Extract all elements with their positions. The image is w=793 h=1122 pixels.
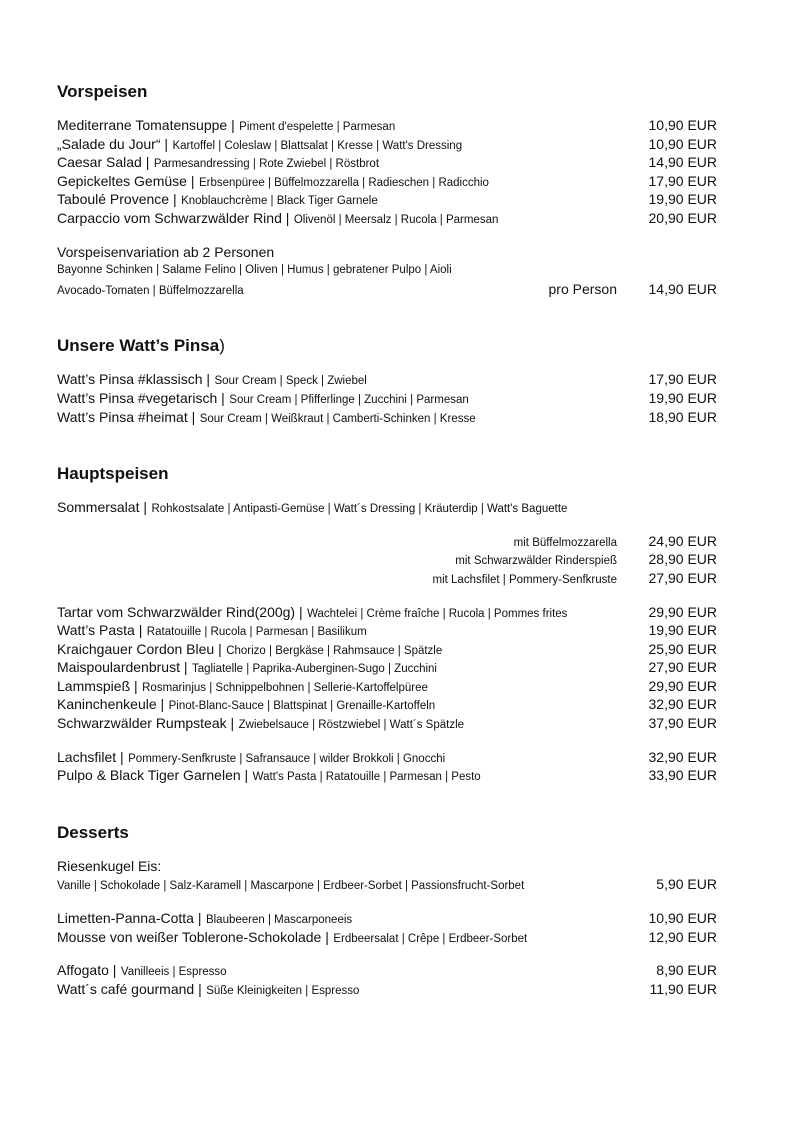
section-title: Desserts: [57, 822, 129, 842]
item-description: Wachtelei | Crème fraîche | Rucola | Pommes frites: [307, 607, 568, 620]
item-description: Pommery-Senfkruste | Safransauce | wilder Brokkoli | Gnocchi: [128, 752, 446, 765]
variation-title: Vorspeisenvariation ab 2 Personen: [57, 243, 275, 260]
menu-item: [57, 209, 717, 228]
menu-option: [57, 550, 717, 569]
option-label: mit Büffelmozzarella: [513, 536, 617, 549]
option-label: mit Lachsfilet | Pommery-Senfkruste: [432, 573, 617, 586]
menu-item: [57, 658, 717, 677]
item-price: 19,90 EUR: [648, 622, 717, 639]
item-description: Süße Kleinigkeiten | Espresso: [206, 984, 360, 997]
menu-item: [57, 116, 717, 135]
item-price: 25,90 EUR: [648, 640, 717, 657]
item-description: Kartoffel | Coleslaw | Blattsalat | Kresse | Watt's Dressing: [172, 139, 463, 152]
item-price: 20,90 EUR: [648, 209, 717, 226]
item-description: Sour Cream | Weißkraut | Camberti-Schinken | Kresse: [199, 412, 476, 425]
menu-list: [57, 116, 717, 298]
menu-item: [57, 498, 717, 517]
item-price: 19,90 EUR: [648, 191, 717, 208]
section-title: [57, 334, 717, 358]
menu-item: [57, 714, 717, 733]
menu-item: [57, 677, 717, 696]
menu-page: [57, 80, 717, 998]
menu-item: [57, 909, 717, 928]
item-description: Pinot-Blanc-Sauce | Blattspinat | Grenaille-Kartoffeln: [168, 700, 436, 713]
item-name: Gepickeltes Gemüse |: [57, 172, 195, 189]
section-desserts: [57, 821, 717, 999]
item-price: 14,90 EUR: [648, 280, 717, 297]
menu-list: [57, 370, 717, 426]
item-name: Schwarzwälder Rumpsteak |: [57, 715, 235, 732]
item-description: Sour Cream | Pfifferlinge | Zucchini | Parmesan: [229, 393, 469, 406]
menu-item: [57, 603, 717, 622]
item-description: Blaubeeren | Mascarponeeis: [205, 914, 353, 927]
item-name: Mediterrane Tomatensuppe |: [57, 117, 235, 133]
item-price: 11,90 EUR: [649, 980, 717, 997]
item-name: Sommersalat |: [57, 499, 147, 516]
item-name: Affogato |: [57, 962, 117, 979]
item-price: 10,90 EUR: [648, 135, 717, 152]
item-description: Zwiebelsauce | Röstzwiebel | Watt´s Spätzle: [238, 719, 465, 732]
section-vorspeisen: [57, 80, 717, 298]
menu-item: [57, 389, 717, 408]
item-price: 17,90 EUR: [648, 172, 717, 189]
item-name: Kraichgauer Cordon Bleu |: [57, 640, 222, 657]
item-name: Lachsfilet |: [57, 748, 124, 765]
variation-line: Bayonne Schinken | Salame Felino | Oliven | Humus | gebratener Pulpo | Aioli: [57, 264, 452, 277]
item-name: Carpaccio vom Schwarzwälder Rind |: [57, 209, 290, 226]
item-description: Parmesandressing | Rote Zwiebel | Röstbrot: [153, 158, 380, 171]
item-name: Caesar Salad |: [57, 154, 150, 171]
menu-item: [57, 172, 717, 191]
item-description: Chorizo | Bergkäse | Rahmsauce | Spätzle: [226, 644, 443, 657]
section-title-suffix: ): [219, 336, 225, 356]
item-description: Sour Cream | Speck | Zwiebel: [214, 375, 367, 388]
item-name: „Salade du Jour“ |: [57, 135, 169, 152]
item-price: 29,90 EUR: [648, 603, 717, 620]
menu-item: [57, 640, 717, 659]
item-name: Lammspieß |: [57, 677, 138, 694]
item-price: 32,90 EUR: [648, 748, 717, 765]
menu-item: [57, 280, 717, 299]
item-description: Piment d'espelette | Parmesan: [239, 121, 396, 133]
item-description: Watt's Pasta | Ratatouille | Parmesan | Pesto: [252, 771, 481, 784]
item-description: Rosmarinjus | Schnippelbohnen | Sellerie-Kartoffelpüree: [142, 681, 428, 694]
item-price: 5,90 EUR: [656, 876, 717, 893]
option-label: mit Schwarzwälder Rinderspieß: [455, 555, 617, 568]
menu-item: [57, 980, 717, 999]
item-description: Vanilleeis | Espresso: [120, 966, 227, 979]
menu-item: [57, 928, 717, 947]
section-title: Hauptspeisen: [57, 464, 169, 484]
item-price: 32,90 EUR: [648, 696, 717, 713]
item-price: 33,90 EUR: [648, 767, 717, 784]
item-price: 12,90 EUR: [648, 928, 717, 945]
item-description: Knoblauchcrème | Black Tiger Garnele: [181, 195, 378, 208]
item-description: Erbsenpüree | Büffelmozzarella | Radieschen | Radicchio: [198, 176, 489, 189]
menu-item: [57, 135, 717, 154]
item-description: Rohkostsalate | Antipasti-Gemüse | Watt´s Dressing | Kräuterdip | Watt's Baguette: [151, 503, 568, 516]
item-name: Riesenkugel Eis:: [57, 857, 162, 874]
item-price: 10,90 EUR: [648, 910, 717, 927]
item-name: Kaninchenkeule |: [57, 696, 165, 713]
menu-item: [57, 875, 717, 894]
menu-item: [57, 621, 717, 640]
section-hauptspeisen: [57, 462, 717, 785]
item-name: Watt’s Pinsa #heimat |: [57, 408, 196, 425]
item-name: Pulpo & Black Tiger Garnelen |: [57, 767, 249, 784]
item-price: 14,90 EUR: [648, 154, 717, 171]
item-description: Tagliatelle | Paprika-Auberginen-Sugo | Zucchini: [191, 663, 437, 676]
menu-list: [57, 498, 717, 785]
menu-item: [57, 153, 717, 172]
item-price: 18,90 EUR: [648, 408, 717, 425]
menu-list: [57, 857, 717, 999]
item-price: 37,90 EUR: [648, 715, 717, 732]
section-pinsa: [57, 334, 717, 426]
menu-item: [57, 190, 717, 209]
menu-item: [57, 408, 717, 427]
item-price: 24,90 EUR: [648, 532, 717, 549]
section-title: Vorspeisen: [57, 82, 148, 101]
item-name: Watt’s Pinsa #vegetarisch |: [57, 389, 225, 406]
item-price: 17,90 EUR: [648, 371, 717, 388]
item-description: Erdbeersalat | Crêpe | Erdbeer-Sorbet: [333, 932, 528, 945]
menu-option: [57, 569, 717, 588]
item-price: 29,90 EUR: [648, 677, 717, 694]
variation-line: Avocado-Tomaten | Büffelmozzarella: [57, 284, 244, 297]
menu-item: [57, 748, 717, 767]
item-price: 10,90 EUR: [648, 117, 717, 133]
item-price: 27,90 EUR: [648, 569, 717, 586]
item-name: Taboulé Provence |: [57, 191, 177, 208]
item-price: 27,90 EUR: [648, 659, 717, 676]
menu-option: [57, 532, 717, 551]
item-description: Olivenöl | Meersalz | Rucola | Parmesan: [293, 213, 499, 226]
item-name: Watt’s Pasta |: [57, 622, 143, 639]
item-name: Mousse von weißer Toblerone-Schokolade |: [57, 928, 329, 945]
menu-item: [57, 766, 717, 785]
menu-item: [57, 370, 717, 389]
item-description: Vanille | Schokolade | Salz-Karamell | Mascarpone | Erdbeer-Sorbet | Passionsfrucht-Sorbet: [57, 880, 525, 893]
menu-item: [57, 961, 717, 980]
item-name: Watt’s Pinsa #klassisch |: [57, 371, 211, 388]
item-price: 8,90 EUR: [656, 962, 717, 979]
menu-item: [57, 695, 717, 714]
vorspeisen-variation: [57, 243, 717, 299]
item-name: Maispoulardenbrust |: [57, 659, 188, 676]
item-description: Ratatouille | Rucola | Parmesan | Basilikum: [146, 626, 367, 639]
item-name: Limetten-Panna-Cotta |: [57, 910, 202, 927]
item-name: Watt´s café gourmand |: [57, 980, 202, 997]
per-person-label: pro Person: [548, 280, 617, 297]
item-name: Tartar vom Schwarzwälder Rind(200g) |: [57, 603, 303, 620]
item-price: 19,90 EUR: [648, 389, 717, 406]
item-price: 28,90 EUR: [648, 551, 717, 568]
section-title-text: Unsere Watt’s Pinsa: [57, 336, 220, 356]
